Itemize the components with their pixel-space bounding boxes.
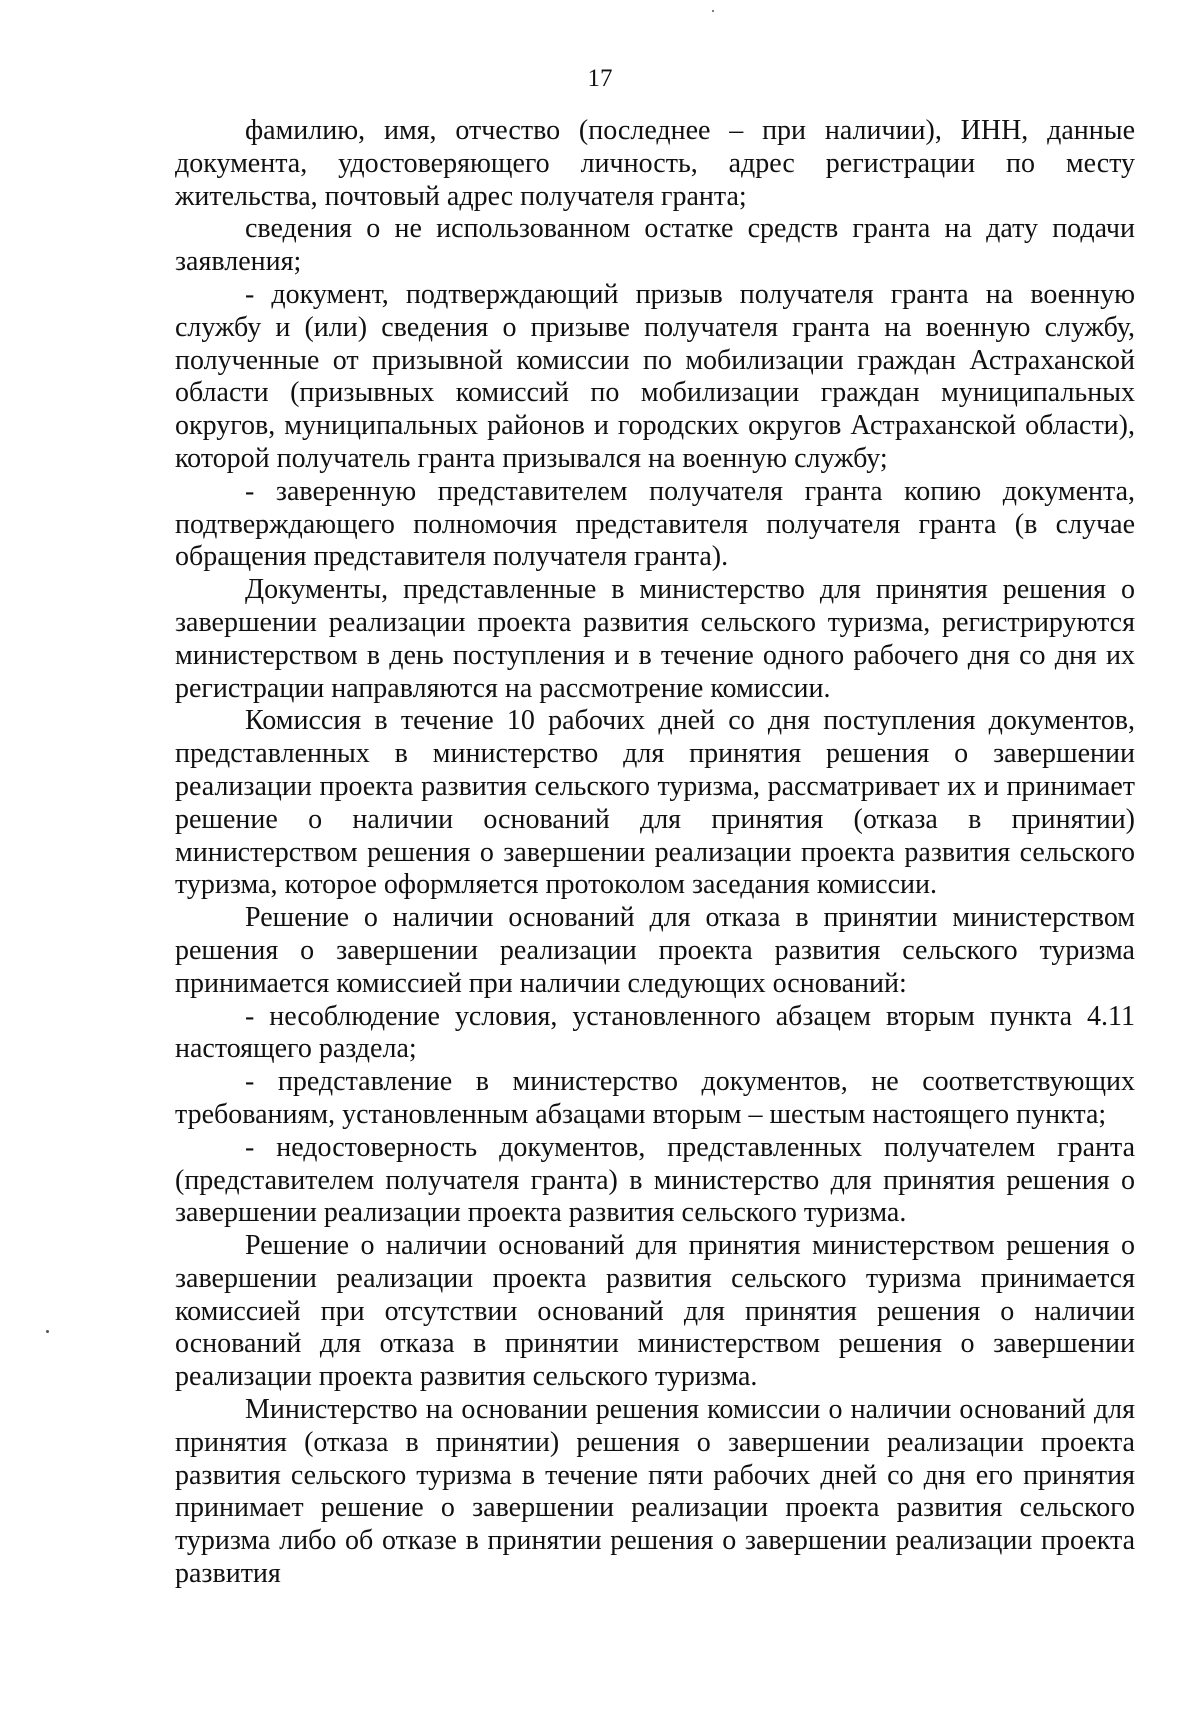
paragraph-representative-document: - заверенную представителем получателя гранта копию документа, подтверждающего полномочия представителя получателя гранта (в случае обращения представителя получателя гранта). (175, 475, 1135, 573)
scan-speck (712, 10, 714, 12)
paragraph-ground-condition: - несоблюдение условия, установленного абзацем вторым пункта 4.11 настоящего раздела; (175, 1000, 1135, 1065)
page-number: 17 (587, 65, 613, 92)
paragraph-ground-unreliability: - недостоверность документов, представленных получателем гранта (представителем получателя гранта) в министерство для принятия решения о завершении реализации проекта развития сельского туризма. (175, 1131, 1135, 1229)
paragraph-refusal-grounds: Решение о наличии оснований для отказа в принятии министерством решения о завершении реализации проекта развития сельского туризма принимается комиссией при наличии следующих оснований: (175, 902, 1135, 999)
document-body (175, 115, 1135, 1591)
paragraph-commission-review: Комиссия в течение 10 рабочих дней со дня поступления документов, представленных в министерство для принятия решения о завершении реализации проекта развития сельского туризма, рассматривает их и принимает решение о наличии оснований для принятия (отказа в принятии) министерством решения о завершении реализации проекта развития сельского туризма, которое оформляется протоколом заседания комиссии. (175, 705, 1135, 901)
paragraph-ground-requirements: - представление в министерство документов, не соответствующих требованиям, установленным абзацами вторым – шестым настоящего пункта; (175, 1066, 1135, 1130)
scan-speck (46, 1330, 49, 1333)
paragraph-recipient-details: фамилию, имя, отчество (последнее – при наличии), ИНН, данные документа, удостоверяющего личность, адрес регистрации по месту жительства, почтовый адрес получателя гранта; (175, 115, 1135, 212)
paragraph-military-document: - документ, подтверждающий призыв получателя гранта на военную службу и (или) сведения о призыве получателя гранта на военную службу, полученные от призывной комиссии по мобилизации граждан Астраханской области (призывных комиссий по мобилизации граждан муниципальных округов, муниципальных районов и городских округов Астраханской области), которой получатель гранта призывался на военную службу; (175, 278, 1135, 474)
paragraph-registration: Документы, представленные в министерство для принятия решения о завершении реализации проекта развития сельского туризма, регистрируются министерством в день поступления и в течение одного рабочего дня со дня их регистрации направляются на рассмотрение комиссии. (175, 574, 1135, 704)
paragraph-acceptance-decision: Решение о наличии оснований для принятия министерством решения о завершении реализации проекта развития сельского туризма принимается комиссией при отсутствии оснований для принятия решения о наличии оснований для отказа в принятии министерством решения о завершении реализации проекта развития сельского туризма. (175, 1230, 1135, 1393)
paragraph-unused-balance: сведения о не использованном остатке средств гранта на дату подачи заявления; (175, 213, 1135, 278)
paragraph-ministry-decision: Министерство на основании решения комиссии о наличии оснований для принятия (отказа в принятии) решения о завершении реализации проекта развития сельского туризма в течение пяти рабочих дней со дня его принятия принимает решение о завершении реализации проекта развития сельского туризма либо об отказе в принятии решения о завершении реализации проекта развития (175, 1394, 1135, 1590)
